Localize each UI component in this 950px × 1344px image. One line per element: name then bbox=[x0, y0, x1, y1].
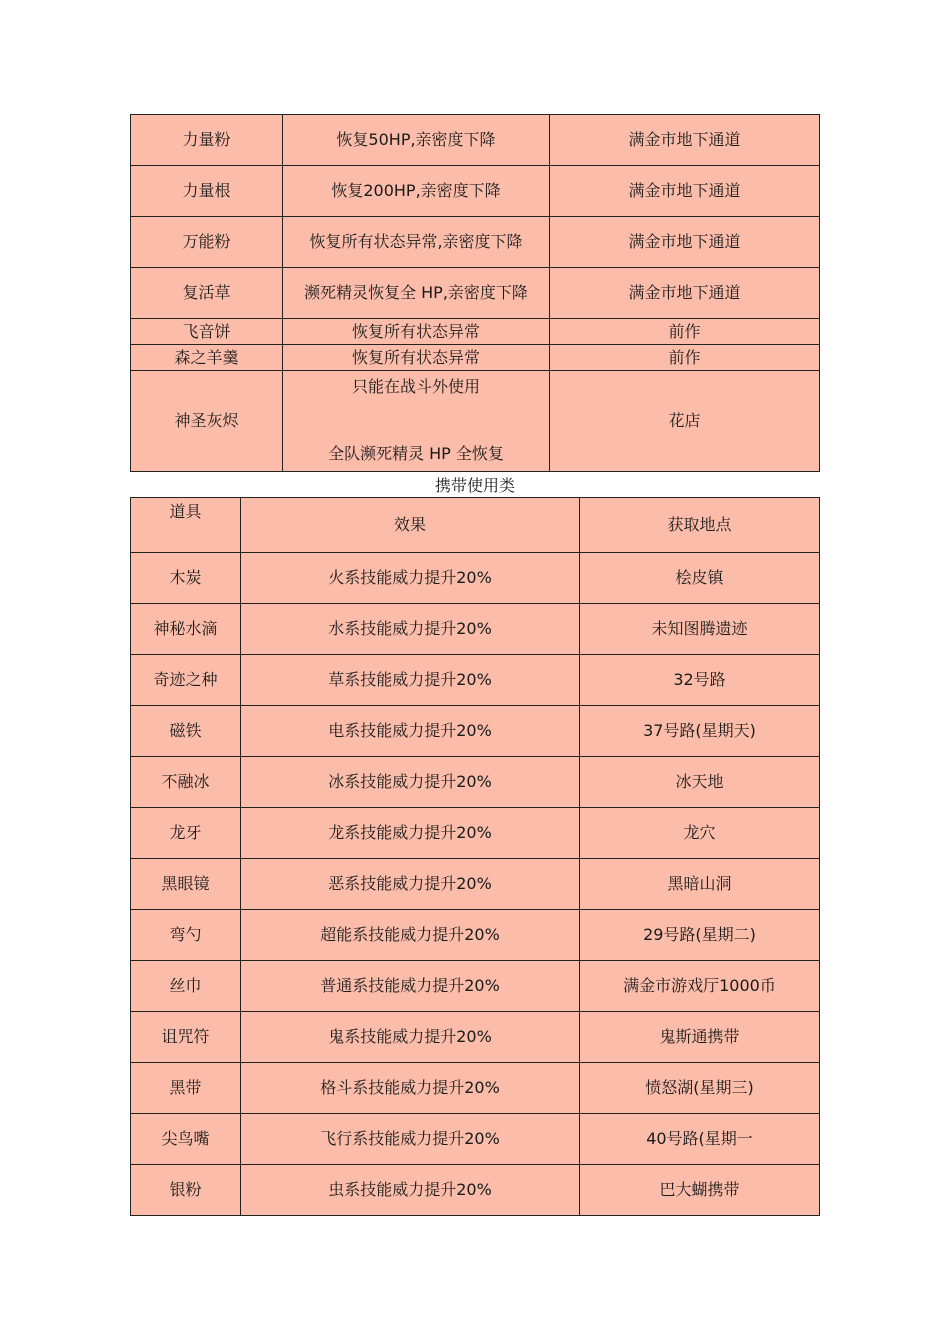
location-cell: 满金市地下通道 bbox=[550, 115, 820, 166]
table-row bbox=[131, 706, 820, 757]
item-cell: 森之羊羹 bbox=[131, 345, 283, 371]
location-cell: 桧皮镇 bbox=[580, 553, 820, 604]
item-cell: 木炭 bbox=[131, 553, 241, 604]
item-cell: 神圣灰烬 bbox=[131, 371, 283, 472]
location-cell: 满金市地下通道 bbox=[550, 166, 820, 217]
item-cell: 诅咒符 bbox=[131, 1012, 241, 1063]
item-cell: 力量粉 bbox=[131, 115, 283, 166]
location-cell: 满金市地下通道 bbox=[550, 268, 820, 319]
effect-cell: 濒死精灵恢复全 HP,亲密度下降 bbox=[283, 268, 550, 319]
effect-cell: 恢复200HP,亲密度下降 bbox=[283, 166, 550, 217]
table-row bbox=[131, 961, 820, 1012]
item-cell: 银粉 bbox=[131, 1165, 241, 1216]
effect-cell: 恢复所有状态异常 bbox=[283, 319, 550, 345]
effect-cell: 超能系技能威力提升20% bbox=[241, 910, 580, 961]
item-cell: 复活草 bbox=[131, 268, 283, 319]
table-row bbox=[131, 757, 820, 808]
column-header-item: 道具 bbox=[131, 498, 241, 553]
effect-cell: 普通系技能威力提升20% bbox=[241, 961, 580, 1012]
location-cell: 花店 bbox=[550, 371, 820, 472]
held-items-table bbox=[130, 497, 820, 1216]
effect-cell: 草系技能威力提升20% bbox=[241, 655, 580, 706]
table-row bbox=[131, 319, 820, 345]
table-row bbox=[131, 268, 820, 319]
table-row bbox=[131, 1165, 820, 1216]
item-cell: 黑带 bbox=[131, 1063, 241, 1114]
table-header-row bbox=[131, 498, 820, 553]
effect-line: 只能在战斗外使用 bbox=[351, 377, 480, 396]
effect-cell: 虫系技能威力提升20% bbox=[241, 1165, 580, 1216]
table-row bbox=[131, 910, 820, 961]
effect-cell: 鬼系技能威力提升20% bbox=[241, 1012, 580, 1063]
location-cell: 满金市地下通道 bbox=[550, 217, 820, 268]
table-row bbox=[131, 655, 820, 706]
location-cell: 前作 bbox=[550, 345, 820, 371]
effect-cell: 电系技能威力提升20% bbox=[241, 706, 580, 757]
location-cell: 未知图腾遗迹 bbox=[580, 604, 820, 655]
item-cell: 弯勺 bbox=[131, 910, 241, 961]
location-cell: 前作 bbox=[550, 319, 820, 345]
location-cell: 黑暗山洞 bbox=[580, 859, 820, 910]
effect-cell: 恢复所有状态异常 bbox=[283, 345, 550, 371]
effect-cell: 格斗系技能威力提升20% bbox=[241, 1063, 580, 1114]
location-cell: 29号路(星期二) bbox=[580, 910, 820, 961]
item-cell: 磁铁 bbox=[131, 706, 241, 757]
item-cell: 黑眼镜 bbox=[131, 859, 241, 910]
effect-cell: 水系技能威力提升20% bbox=[241, 604, 580, 655]
effect-cell: 龙系技能威力提升20% bbox=[241, 808, 580, 859]
column-header-effect: 效果 bbox=[241, 498, 580, 553]
table-row bbox=[131, 1063, 820, 1114]
effect-cell: 恶系技能威力提升20% bbox=[241, 859, 580, 910]
table-row bbox=[131, 808, 820, 859]
item-cell: 不融冰 bbox=[131, 757, 241, 808]
table-row bbox=[131, 345, 820, 371]
location-cell: 愤怒湖(星期三) bbox=[580, 1063, 820, 1114]
effect-cell: 火系技能威力提升20% bbox=[241, 553, 580, 604]
table-row bbox=[131, 553, 820, 604]
effect-cell: 恢复50HP,亲密度下降 bbox=[283, 115, 550, 166]
location-cell: 龙穴 bbox=[580, 808, 820, 859]
table-row bbox=[131, 1114, 820, 1165]
item-cell: 丝巾 bbox=[131, 961, 241, 1012]
table-row bbox=[131, 166, 820, 217]
table-row bbox=[131, 371, 820, 472]
location-cell: 满金市游戏厅1000币 bbox=[580, 961, 820, 1012]
item-cell: 万能粉 bbox=[131, 217, 283, 268]
effect-line: 全队濒死精灵 HP 全恢复 bbox=[328, 443, 504, 463]
table-row bbox=[131, 604, 820, 655]
recovery-items-table bbox=[130, 114, 820, 472]
section-caption: 携带使用类 bbox=[434, 476, 515, 495]
column-header-location: 获取地点 bbox=[580, 498, 820, 553]
table-row bbox=[131, 1012, 820, 1063]
location-cell: 巴大蝴携带 bbox=[580, 1165, 820, 1216]
location-cell: 鬼斯通携带 bbox=[580, 1012, 820, 1063]
effect-cell: 飞行系技能威力提升20% bbox=[241, 1114, 580, 1165]
effect-cell: 恢复所有状态异常,亲密度下降 bbox=[283, 217, 550, 268]
location-cell: 40号路(星期一 bbox=[580, 1114, 820, 1165]
item-cell: 力量根 bbox=[131, 166, 283, 217]
item-cell: 奇迹之种 bbox=[131, 655, 241, 706]
location-cell: 32号路 bbox=[580, 655, 820, 706]
location-cell: 冰天地 bbox=[580, 757, 820, 808]
item-cell: 神秘水滴 bbox=[131, 604, 241, 655]
location-cell: 37号路(星期天) bbox=[580, 706, 820, 757]
table-row bbox=[131, 115, 820, 166]
item-cell: 龙牙 bbox=[131, 808, 241, 859]
table-row bbox=[131, 859, 820, 910]
item-cell: 尖鸟嘴 bbox=[131, 1114, 241, 1165]
effect-cell: 冰系技能威力提升20% bbox=[241, 757, 580, 808]
effect-cell bbox=[283, 371, 550, 472]
table-row bbox=[131, 217, 820, 268]
item-cell: 飞音饼 bbox=[131, 319, 283, 345]
